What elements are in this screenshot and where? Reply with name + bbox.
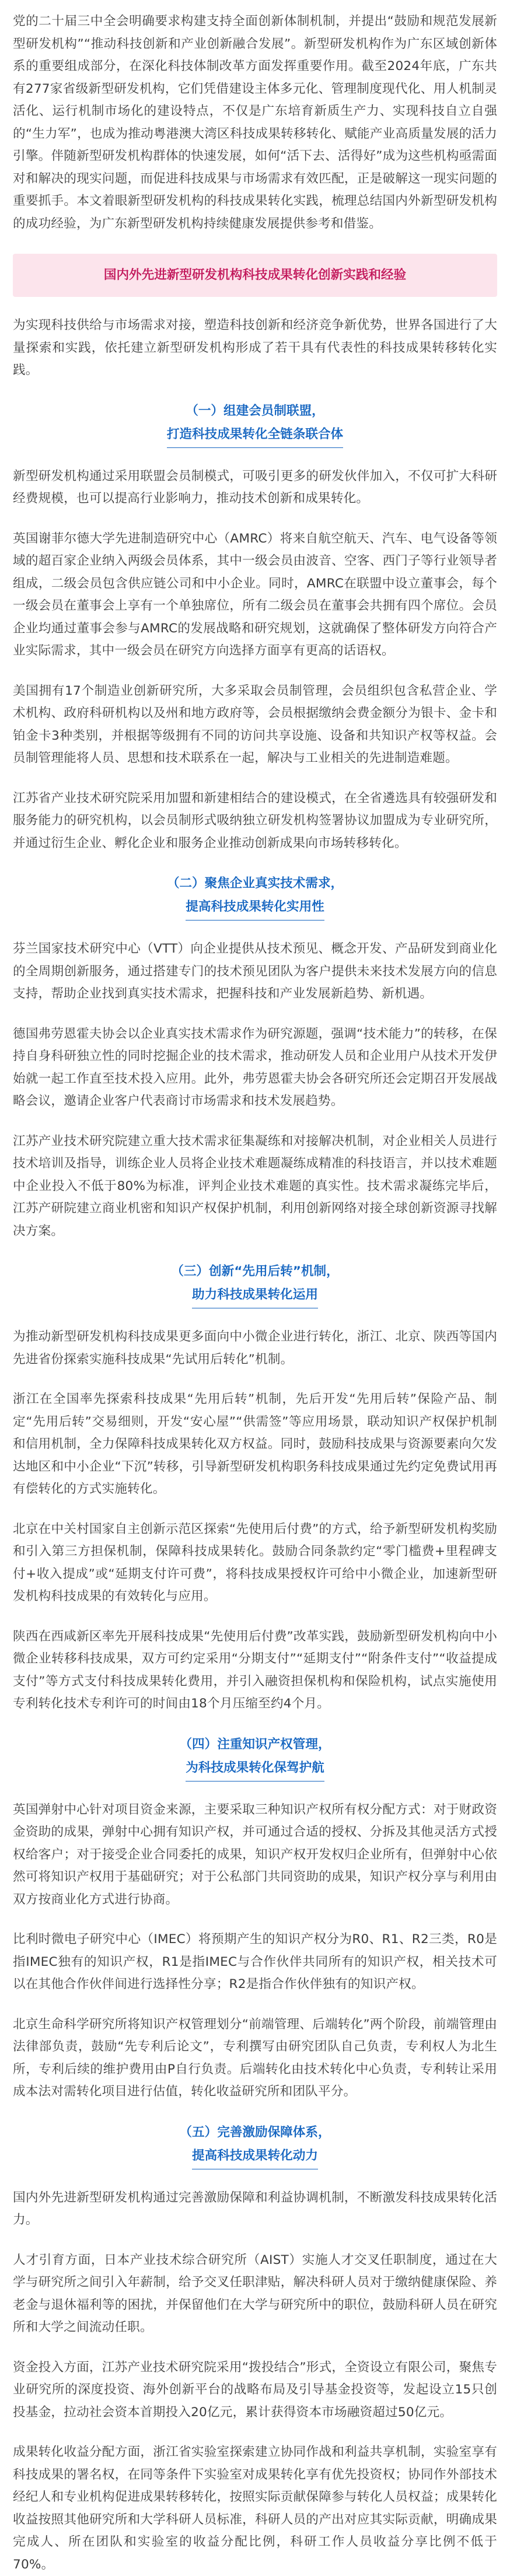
- section-title: （一）组建会员制联盟，: [186, 403, 324, 418]
- section-title: （五）完善激励保障体系，: [179, 2124, 331, 2140]
- section-paragraph: 浙江在全国率先探索科技成果“先用后转”机制，先后开发“先用后转”保险产品、制定“先用后转”交易细则，开发“安心屋”“供需签”等应用场景，联动知识产权保护机制和信用机制，全力保障科技成果转化双方权益。同时，鼓励科技成果与资源要素向欠发达地区和中小企业“下沉”转移，引导新型研发机构职务科技成果通过先约定免费试用再有偿转化的方式实施转化。: [13, 1392, 497, 1496]
- section-paragraph: 国内外先进新型研发机构通过完善激励保障和利益协调机制，不断激发科技成果转化活力。: [13, 2190, 497, 2227]
- highlight-heading: 国内外先进新型研发机构科技成果转化创新实践和经验: [13, 254, 497, 297]
- section-paragraph: 美国拥有17个制造业创新研究所，大多采取会员制管理，会员组织包含私营企业、学术机构、政府科研机构以及州和地方政府等，会员根据缴纳会费金额分为银卡、金卡和铂金卡3种类别，并根据等级拥有不同的访问共享设施、设备和共知识产权等权益。会员制管理能将人员、思想和技术联系在一起，解决与工业相关的先进制造难题。: [13, 683, 497, 765]
- section-paragraph: 为推动新型研发机构科技成果更多面向中小微企业进行转化，浙江、北京、陕西等国内先进省份探索实施科技成果“先试用后转化”机制。: [13, 1329, 497, 1367]
- section-heading: [13, 2121, 497, 2169]
- section-subtitle: 打造科技成果转化全链条联合体: [167, 423, 343, 448]
- section-paragraph: 成果转化收益分配方面，浙江省实验室探索建立协同作战和利益共享机制，实验室享有科技成果的署名权，在同等条件下实验室对成果转化享有优先投资权；协同作外部技术经纪人和专业机构促进成果转移转化，按照实际贡献保障参与转化人员权益；成果转化收益按照其他研究所和大学科研人员标准，科研人员的产出对应其实际贡献，明确成果完成人、所在团队和实验室的收益分配比例，科研工作人员收益分享比例不低于70%。: [13, 2445, 497, 2572]
- overview-paragraph: 为实现科技供给与市场需求对接，塑造科技创新和经济竞争新优势，世界各国进行了大量探索和实践，依托建立新型研发机构形成了若干具有代表性的科技成果转移转化实践。: [13, 318, 497, 377]
- section-paragraph: 陕西在西咸新区率先开展科技成果“先使用后付费”改革实践，鼓励新型研发机构向中小微企业转移科技成果，双方可约定采用“分期支付”“延期支付”“附条件支付”“收益提成支付”等方式支付科技成果转化费用，并引入融资担保机构和保险机构，试点实施使用专利转化技术专利许可的时间由18个月压缩至约4个月。: [13, 1629, 497, 1711]
- section-subtitle: 提高科技成果转化动力: [192, 2144, 318, 2169]
- section-paragraph: 新型研发机构通过采用联盟会员制模式，可吸引更多的研发伙伴加入，不仅可扩大科研经费规模，也可以提高行业影响力，推动技术创新和成果转化。: [13, 468, 497, 506]
- section-paragraph: 江苏省产业技术研究院采用加盟和新建相结合的建设模式，在全省遴选具有较强研发和服务能力的研究机构，以会员制形式吸纳独立研发机构签署协议加盟成为专业研究所，并通过衍生企业、孵化企业和服务企业推动创新成果向市场转移转化。: [13, 790, 497, 850]
- section-paragraph: 英国谢菲尔德大学先进制造研究中心（AMRC）将来自航空航天、汽车、电气设备等领域的超百家企业纳入两级会员体系，其中一级会员由波音、空客、西门子等行业领导者组成，二级会员包含供应链公司和中小企业。同时，AMRC在联盟中设立董事会，每个一级会员在董事会上享有一个单独席位，所有二级会员在董事会共拥有四个席位。会员企业均通过董事会参与AMRC的发展战略和研究规划，这就确保了整体研发方向符合产业实际需求，其中一级会员在研究方向选择方面享有更高的话语权。: [13, 531, 497, 658]
- section-title: （三）创新“先用后转”机制，: [171, 1264, 339, 1279]
- section-title: （二）聚焦企业真实技术需求，: [166, 876, 344, 891]
- section-subtitle: 为科技成果转化保驾护航: [186, 1756, 324, 1782]
- section-paragraph: 北京生命科学研究所将知识产权管理划分“前端管理、后端转化”两个阶段，前端管理由法律部负责，鼓励“先专利后论文”，专利撰写由研究团队自己负责，专利权人为北生所，专利后续的维护费用由P自行负责。后端转化由技术转化中心负责，专利转让采用成本法对需转化项目进行估值，转化收益研究所和团队平分。: [13, 2017, 497, 2099]
- section-heading: [13, 872, 497, 921]
- section-paragraph: 比利时微电子研究中心（IMEC）将预期产生的知识产权分为R0、R1、R2三类，R0是指IMEC独有的知识产权，R1是指IMEC与合作伙伴共同所有的知识产权，相关技术可以在其他合作伙伴间进行选择性分享；R2是指合作伙伴独有的知识产权。: [13, 1932, 497, 1992]
- section-paragraph: 资金投入方面，江苏产业技术研究院采用“拨投结合”形式，全资设立有限公司，聚焦专业研究所的深度投资、海外创新平台的战略布局及引导基金投资等，发起设立15只创投基金，拉动社会资本首期投入20亿元，累计获得资本市场融资超过50亿元。: [13, 2360, 497, 2420]
- section-heading: [13, 1733, 497, 1782]
- section-title: （四）注重知识产权管理，: [179, 1737, 331, 1752]
- section-subtitle: 助力科技成果转化运用: [192, 1283, 318, 1308]
- section-subtitle: 提高科技成果转化实用性: [186, 895, 324, 921]
- section-paragraph: 人才引育方面，日本产业技术综合研究所（AIST）实施人才交叉任职制度，通过在大学与研究所之间引入年薪制，给予交叉任职津贴，解决科研人员对于缴纳健康保险、养老金与退休福利等的困扰，并保留他们在大学与研究所中的职位，鼓励科研人员在研究所和大学之间流动任职。: [13, 2252, 497, 2334]
- intro-paragraph: 党的二十届三中全会明确要求构建支持全面创新体制机制，并提出“鼓励和规范发展新型研发机构”“推动科技创新和产业创新融合发展”。新型研发机构作为广东区域创新体系的重要组成部分，在深化科技体制改革方面发挥重要作用。截至2024年底，广东共有277家省级新型研发机构，它们凭借建设主体多元化、管理制度现代化、用人机制灵活化、运行机制市场化的建设特点，不仅是广东培育新质生产力、实现科技自立自强的“生力军”，也成为推动粤港澳大湾区科技成果转移转化、赋能产业高质量发展的活力引擎。伴随新型研发机构群体的快速发展，如何“活下去、活得好”成为这些机构亟需面对和解决的现实问题，而促进科技成果与市场需求有效匹配，正是破解这一现实问题的重要抓手。本文着眼新型研发机构的科技成果转化实践，梳理总结国内外新型研发机构的成功经验，为广东新型研发机构持续健康发展提供参考和借鉴。: [13, 14, 497, 231]
- section-paragraph: 德国弗劳恩霍夫协会以企业真实技术需求作为研究源题，强调“技术能力”的转移，在保持自身科研独立性的同时挖掘企业的技术需求，推动研发人员和企业用户从技术开发伊始就一起工作直至技术投入应用。此外，弗劳恩霍夫协会各研究所还会定期召开发展战略会议，邀请企业客户代表商讨市场需求和技术发展趋势。: [13, 1026, 497, 1108]
- section-paragraph: 英国弹射中心针对项目资金来源，主要采取三种知识产权所有权分配方式：对于财政资金资助的成果，弹射中心拥有知识产权，并可通过合适的授权、分拆及其他灵活方式授权给客户；对于接受企业合同委托的成果，知识产权开发权归企业所有，但弹射中心依然可将知识产权用于基础研究；对于公私部门共同资助的成果，知识产权分享与利用由双方按商业化方式进行协商。: [13, 1802, 497, 1907]
- section-heading: [13, 1260, 497, 1308]
- section-paragraph: 江苏产业技术研究院建立重大技术需求征集凝练和对接解决机制，对企业相关人员进行技术培训及指导，训练企业人员将企业技术难题凝练成精准的科技语言，并以技术难题中企业投入不低于80%为标准，评判企业技术难题的真实性。技术需求凝练完毕后，江苏产研院建立商业机密和知识产权保护机制，利用创新网络对接全球创新资源寻找解决方案。: [13, 1133, 497, 1238]
- section-paragraph: 芬兰国家技术研究中心（VTT）向企业提供从技术预见、概念开发、产品研发到商业化的全周期创新服务，通过搭建专门的技术预见团队为客户提供未来技术发展方向的信息支持，帮助企业找到真实技术需求，把握科技和产业发展新趋势、新机遇。: [13, 942, 497, 1001]
- section-paragraph: 北京在中关村国家自主创新示范区探索“先使用后付费”的方式，给予新型研发机构奖励和引入第三方担保机制，保障科技成果转化。鼓励合同条款约定“零门槛费+里程碑支付+收入提成”或“延期支付许可费”，将科技成果授权许可给中小微企业，加速新型研发机构科技成果的有效转化与应用。: [13, 1521, 497, 1604]
- section-heading: [13, 400, 497, 448]
